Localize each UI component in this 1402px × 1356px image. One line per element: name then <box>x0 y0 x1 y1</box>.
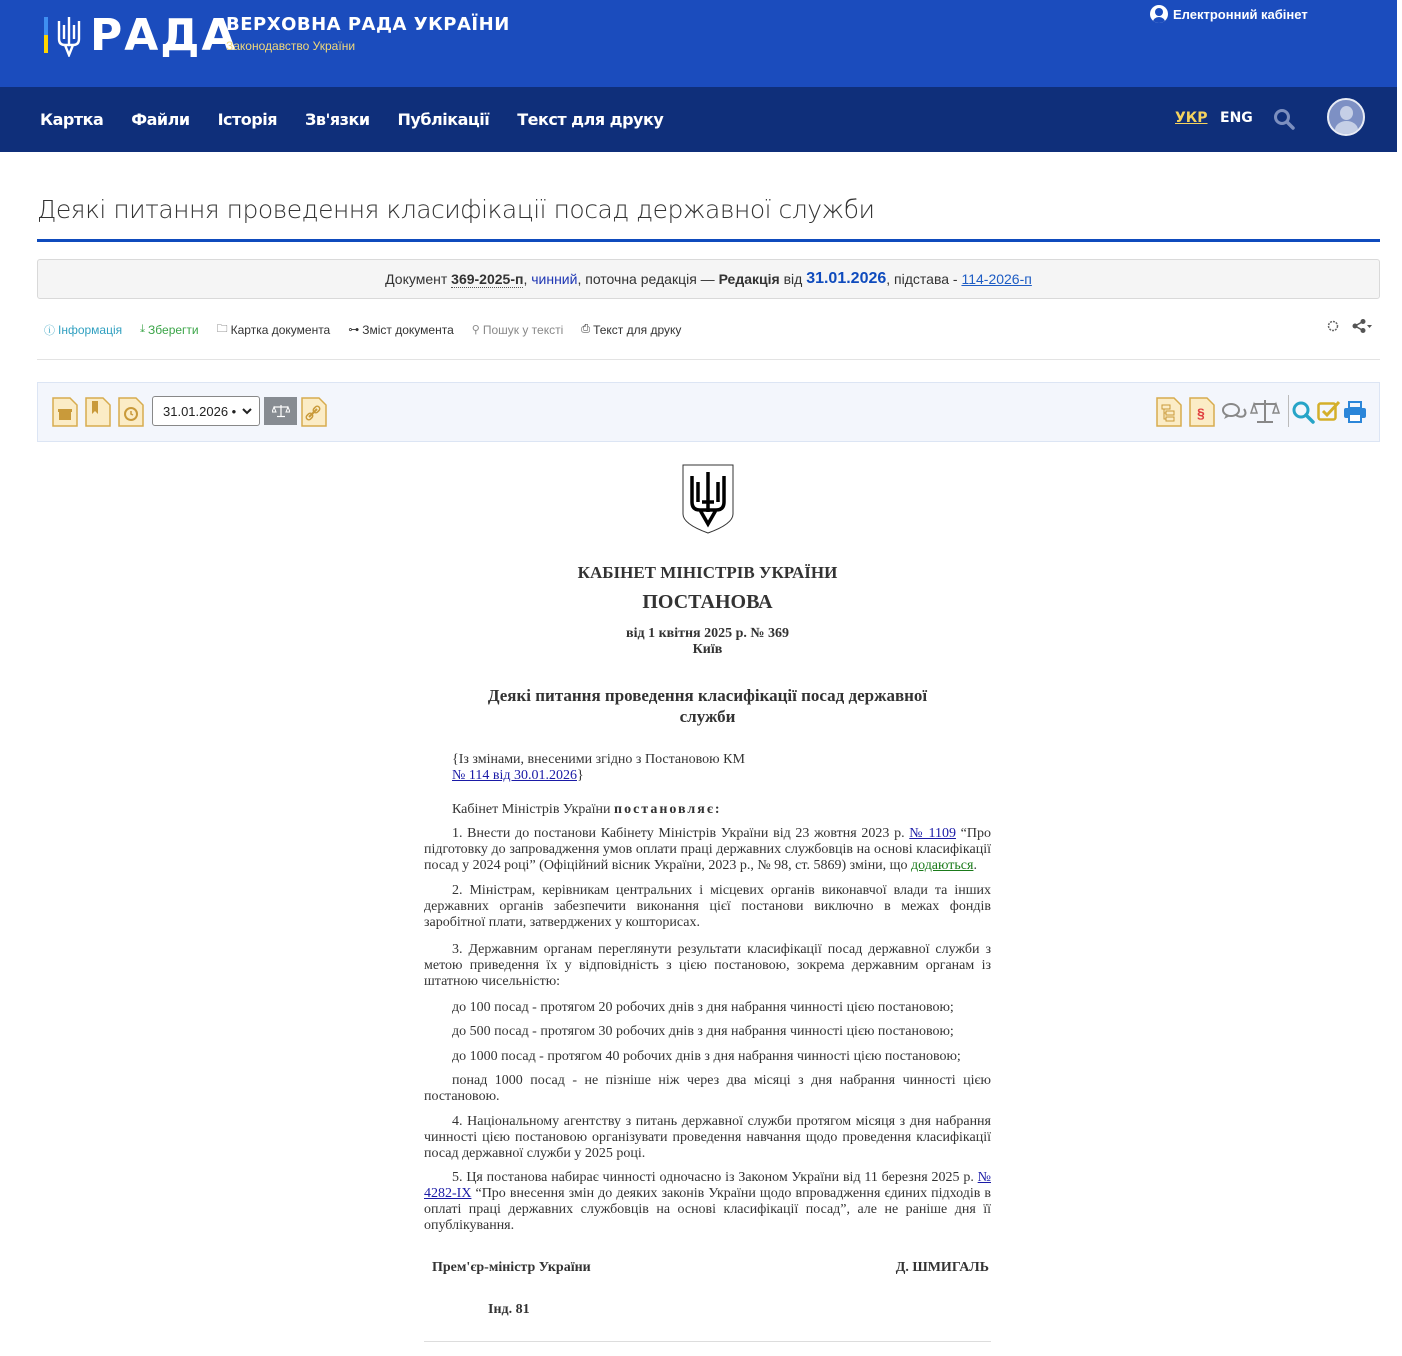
nav-item-links[interactable]: Зв'язки <box>305 110 370 129</box>
p1-b: “Про підготовку до запровадження умов оплати праці державних службовців на основі класифікації посад у 2024 році” (Офіційний вісник України, 2023 р., № 98, ст. 5869) зміни, що <box>424 826 991 873</box>
info-label: Інформація <box>58 322 123 337</box>
document-title: Деякі питання проведення класифікації посад державної служби <box>487 686 928 726</box>
doc-current: , поточна редакція — <box>577 271 715 287</box>
p1-a: 1. Внести до постанови Кабінету Міністрів України від 23 жовтня 2023 р. <box>452 826 910 841</box>
amend-link[interactable]: № 114 від 30.01.2026 <box>452 768 577 783</box>
signer-name: Д. ШМИГАЛЬ <box>895 1260 989 1275</box>
date-number <box>424 626 991 658</box>
edition-date-select[interactable] <box>152 396 260 426</box>
structure-doc-icon[interactable] <box>1156 397 1182 427</box>
paragraph-2: 2. Міністрам, керівникам центральних і місцевих органів виконавчої влади та інших державних органів забезпечити виконання цієї постанови виключно в межах фондів заробітної плати, затверджених у кошторисах. <box>424 883 991 930</box>
index: Інд. 81 <box>488 1302 530 1317</box>
paragraph-1 <box>424 826 991 874</box>
basis-link[interactable]: 114-2026-п <box>961 271 1032 287</box>
basis-prefix: , підстава - <box>886 271 958 287</box>
nav-item-files[interactable]: Файли <box>131 110 190 129</box>
coat-of-arms-icon <box>682 464 734 534</box>
logo-word: РАДА <box>90 10 238 61</box>
p1-c: . <box>973 858 977 873</box>
right-actions <box>1326 319 1374 333</box>
rada-logo[interactable] <box>44 10 238 61</box>
nav-item-card[interactable]: Картка <box>40 110 104 129</box>
paragraph-3: 3. Державним органам переглянути результати класифікації посад державної служби з метою приведення їх у відповідність з цією постановою, зокрема державним органам із штатною чисельністю: <box>424 942 991 989</box>
link-doc-icon[interactable] <box>301 397 327 427</box>
download-icon: ⤓ <box>140 323 146 335</box>
nav-item-publications[interactable]: Публікації <box>397 110 490 129</box>
contents-label: Зміст документа <box>362 322 454 337</box>
logo-text <box>226 14 510 53</box>
share-icon[interactable] <box>1352 319 1374 333</box>
archive-doc-icon[interactable] <box>52 397 78 427</box>
paragraph-4: 4. Національному агентству з питань державної служби протягом місяця з дня набрання чинності цією постановою організувати проведення навчання щодо проведення класифікації посад державної служби у 2025 році. <box>424 1114 991 1161</box>
contents-link[interactable] <box>348 323 454 337</box>
bookmark-doc-icon[interactable] <box>85 397 111 427</box>
edition-date: 31.01.2026 <box>806 270 887 287</box>
edition-label: Редакція <box>718 271 780 287</box>
p5-link-4282[interactable]: № 4282-IX <box>424 1170 991 1201</box>
decrees-line <box>452 802 722 818</box>
history-doc-icon[interactable] <box>118 397 144 427</box>
info-link[interactable] <box>44 322 122 338</box>
authority-name: КАБІНЕТ МІНІСТРІВ УКРАЇНИ <box>577 563 838 582</box>
save-link[interactable] <box>140 323 198 337</box>
svg-text:§: § <box>1197 405 1205 421</box>
doc-number: 369-2025-п <box>451 270 524 287</box>
doc-prefix: Документ <box>385 271 448 287</box>
print-label: Текст для друку <box>593 322 682 337</box>
lang-ukr[interactable]: УКР <box>1175 110 1208 126</box>
user-circle-icon <box>1150 5 1168 23</box>
paragraph-doc-icon[interactable] <box>1189 397 1215 427</box>
sitemap-icon: ⊶ <box>348 324 360 336</box>
checkbox-check-icon[interactable] <box>1317 400 1341 422</box>
document-toolbar <box>37 382 1380 442</box>
top-header <box>0 0 1397 87</box>
paragraph-3-1: до 100 посад - протягом 20 робочих днів з дня набрання чинності цією постановою; <box>452 1000 954 1015</box>
p1-link-1109[interactable]: № 1109 <box>909 826 956 841</box>
p1-link-attached[interactable]: додаються <box>910 858 974 873</box>
actions-divider <box>37 359 1380 360</box>
p5-b: “Про внесення змін до деяких законів України щодо впровадження єдиних підходів в оплаті праці державних службовців на основі класифікації посад”, але не раніше дня її опублікування. <box>424 1186 991 1233</box>
city: Київ <box>692 642 723 657</box>
document-status-bar <box>37 259 1380 299</box>
paragraph-3-4: понад 1000 посад - не пізніше ніж через два місяці з дня набрання чинності цією постановою. <box>424 1073 991 1104</box>
page-title: Деякі питання проведення класифікації посад державної служби <box>37 195 875 224</box>
document-end-divider <box>424 1341 991 1342</box>
search-text-label: Пошук у тексті <box>482 322 564 337</box>
ecabinet-label: Електронний кабінет <box>1173 6 1308 22</box>
amend-text: {Із змінами, внесеними згідно з Постановою КМ <box>452 752 745 767</box>
print-link[interactable] <box>581 323 681 337</box>
settings-icon[interactable] <box>1326 319 1340 333</box>
title-divider <box>37 239 1380 242</box>
print-icon[interactable] <box>1343 400 1367 424</box>
selected-date: 31.01.2026 • <box>163 403 237 419</box>
search-icon[interactable] <box>1273 108 1295 135</box>
ecabinet-link[interactable] <box>1150 5 1308 23</box>
toolbar-separator <box>1288 395 1289 427</box>
amendments-note <box>452 752 745 784</box>
signer-title: Прем'єр-міністр України <box>432 1260 591 1275</box>
scales-icon[interactable] <box>1250 398 1280 424</box>
folder-icon: 🗀 <box>216 323 228 335</box>
paragraph-3-3: до 1000 посад - протягом 40 робочих днів з дня набрання чинності цією постановою; <box>452 1049 961 1064</box>
comments-icon[interactable] <box>1222 402 1248 422</box>
trident-icon <box>56 15 82 57</box>
print-icon: ⎙ <box>581 323 591 335</box>
flag-bar <box>44 17 48 53</box>
document-type: ПОСТАНОВА <box>642 591 773 613</box>
nav-item-print-text[interactable]: Текст для друку <box>517 110 664 129</box>
save-label: Зберегти <box>148 322 199 337</box>
decrees-prefix: Кабінет Міністрів України <box>452 802 614 817</box>
doc-status: чинний <box>531 271 578 287</box>
avatar[interactable] <box>1327 98 1365 136</box>
search-text-link[interactable] <box>472 323 564 337</box>
site-title: ВЕРХОВНА РАДА УКРАЇНИ <box>226 14 510 35</box>
nav-item-history[interactable]: Історія <box>217 110 277 129</box>
scales-icon <box>272 404 290 418</box>
document-actions <box>44 320 699 339</box>
paragraph-5 <box>424 1170 991 1234</box>
site-subtitle: Законодавство України <box>226 39 356 53</box>
info-icon: ⓘ <box>44 324 55 337</box>
decrees-bold: постановляє: <box>614 802 722 817</box>
amend-close: } <box>576 768 584 783</box>
sep: , <box>523 271 528 287</box>
paragraph-3-2: до 500 посад - протягом 30 робочих днів з дня набрання чинності цією постановою; <box>452 1024 954 1039</box>
search-icon: ⚲ <box>471 324 480 336</box>
date-number-text: від 1 квітня 2025 р. № 369 <box>626 626 789 641</box>
p5-a: 5. Ця постанова набирає чинності одночасно із Законом України від 11 березня 2025 р. <box>452 1170 978 1185</box>
chevron-down-icon <box>241 404 253 418</box>
card-link[interactable] <box>217 320 331 339</box>
search-icon[interactable] <box>1291 400 1315 424</box>
compare-button[interactable] <box>264 397 297 425</box>
card-label: Картка документа <box>230 322 331 337</box>
lang-eng[interactable]: ENG <box>1220 110 1253 126</box>
edition-from: від <box>783 271 803 287</box>
